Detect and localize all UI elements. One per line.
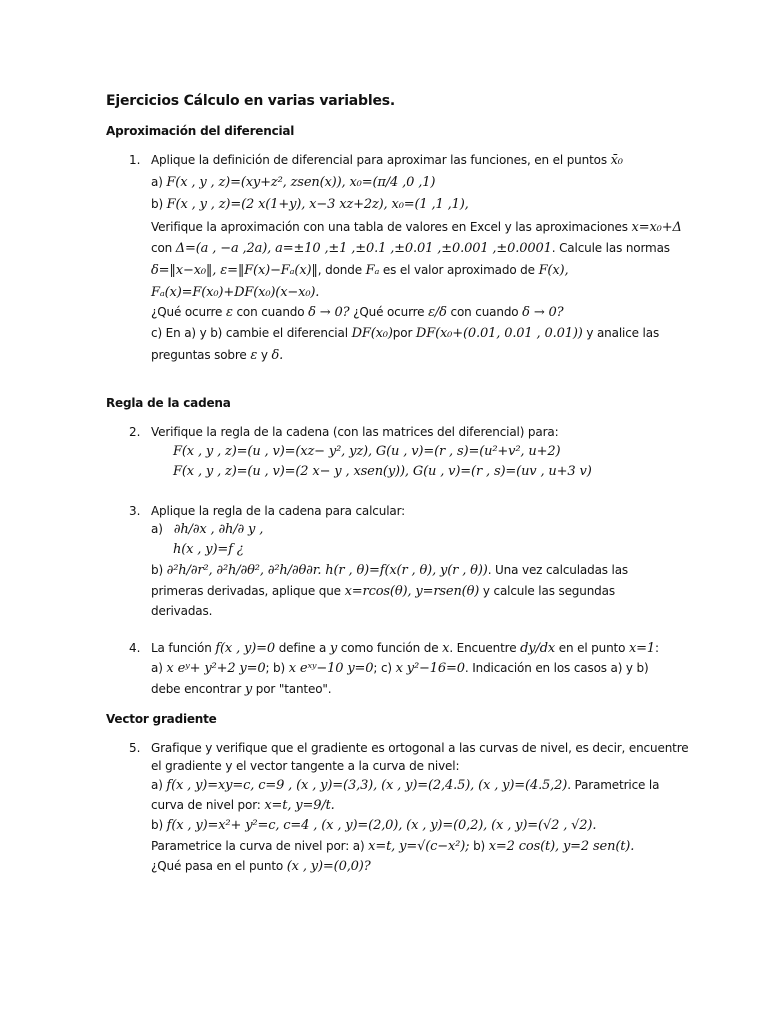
ex4-text: define a bbox=[278, 641, 327, 655]
ex5-text: b) bbox=[151, 818, 167, 832]
ex1-text: con cuando bbox=[450, 305, 519, 319]
ex1-math: F(x , y , z)=(2 x(1+y), x−3 xz+2z), x₀=(1 ,1 ,1), bbox=[166, 197, 469, 212]
exercise-number-2: 2. bbox=[129, 425, 141, 439]
exercise-number-3: 3. bbox=[129, 504, 141, 518]
ex4-text: . Encuentre bbox=[449, 641, 517, 655]
ex5-math: f(x , y)=x²+ y²=c, c=4 , (x , y)=(2,0), (x , y)=(0,2), (x , y)=(√2 , √2). bbox=[166, 818, 597, 833]
ex4-text: en el punto bbox=[558, 641, 626, 655]
ex1-math: x=x₀+Δ bbox=[631, 220, 682, 235]
ex4-line-1 bbox=[151, 641, 659, 656]
ex4-text: La función bbox=[151, 641, 212, 655]
ex4-text: ; c) bbox=[373, 661, 392, 675]
ex1-math: Fₐ bbox=[365, 263, 380, 278]
ex1-line-4 bbox=[151, 220, 682, 235]
ex5-line-2: el gradiente y el vector tangente a la curva de nivel: bbox=[151, 759, 460, 773]
ex4-math: f(x , y)=0 bbox=[215, 641, 276, 656]
ex3-math: x=rcos(θ), y=rsen(θ) bbox=[344, 584, 480, 599]
ex4-math: y bbox=[244, 682, 253, 697]
ex1-text: y bbox=[260, 348, 268, 362]
ex3-math: ∂²h/∂r², ∂²h/∂θ², ∂²h/∂θ∂r bbox=[166, 563, 318, 578]
ex5-math: x=t, y=9/t. bbox=[264, 798, 335, 813]
ex1-text: b) bbox=[151, 197, 167, 211]
ex1-math: F(x), bbox=[538, 263, 569, 278]
ex2-math: F(x , y , z)=(u , v)=(2 x− y , xsen(y)), G(u , v)=(r , s)=(uv , u+3 v) bbox=[173, 464, 592, 479]
ex1-math: Δ=(a , −a ,2a), a=±10 ,±1 ,±0.1 ,±0.01 ,±0.001 ,±0.0001 bbox=[175, 241, 552, 256]
ex1-line-8 bbox=[151, 305, 563, 320]
ex1-line-10 bbox=[151, 348, 283, 363]
ex1-text: . Calcule las normas bbox=[551, 241, 670, 255]
section-heading-vector-gradiente: Vector gradiente bbox=[106, 712, 217, 726]
ex1-math: DF(x₀) bbox=[351, 326, 393, 341]
exercise-number-5: 5. bbox=[129, 741, 141, 755]
ex4-math: y bbox=[329, 641, 338, 656]
ex1-text: y analice las bbox=[586, 326, 660, 340]
ex5-math: x=t, y=√(c−x²); bbox=[368, 839, 470, 854]
section-heading-regla-cadena: Regla de la cadena bbox=[106, 396, 231, 410]
ex1-math: ε bbox=[250, 348, 258, 363]
ex1-text: preguntas sobre bbox=[151, 348, 247, 362]
ex1-math: x̄₀ bbox=[610, 153, 623, 168]
ex1-line-1 bbox=[151, 153, 623, 168]
ex3-math: . h(r , θ)=f(x(r , θ), y(r , θ)) bbox=[317, 563, 488, 578]
ex3-line-3 bbox=[173, 542, 244, 557]
ex1-line-6 bbox=[151, 263, 568, 278]
ex2-line-3 bbox=[173, 464, 592, 479]
ex1-text: c) En a) y b) cambie el diferencial bbox=[151, 326, 348, 340]
ex4-math: dy/dx bbox=[520, 641, 556, 656]
ex1-math: δ → 0? bbox=[308, 305, 350, 320]
ex1-math: DF(x₀+(0.01, 0.01 , 0.01)) bbox=[415, 326, 583, 341]
ex1-line-2 bbox=[151, 175, 435, 190]
ex5-text: . Parametrice la bbox=[567, 778, 660, 792]
ex1-math: δ. bbox=[271, 348, 284, 363]
ex3-text: y calcule las segundas bbox=[482, 584, 615, 598]
ex4-text: a) bbox=[151, 661, 163, 675]
ex4-text: como función de bbox=[340, 641, 439, 655]
ex4-math: x=1 bbox=[628, 641, 656, 656]
ex5-line-5 bbox=[151, 818, 596, 833]
ex3-line-5 bbox=[151, 584, 615, 599]
ex1-text: con bbox=[151, 241, 176, 255]
ex4-math: x y²−16=0 bbox=[395, 661, 465, 676]
ex5-line-3 bbox=[151, 778, 659, 793]
ex5-math: (x , y)=(0,0)? bbox=[286, 859, 371, 874]
ex4-text: por "tanteo". bbox=[255, 682, 332, 696]
ex3-text: primeras derivadas, aplique que bbox=[151, 584, 341, 598]
ex1-text: ¿Qué ocurre bbox=[151, 305, 223, 319]
ex1-math: Fₐ(x)=F(x₀)+DF(x₀)(x−x₀). bbox=[151, 285, 320, 300]
ex3-text: . Una vez calculadas las bbox=[487, 563, 629, 577]
ex1-math: δ=‖x−x₀‖, ε=‖F(x)−Fₐ(x)‖ bbox=[151, 263, 318, 278]
ex3-math: h(x , y)=f ¿ bbox=[173, 542, 244, 557]
ex3-text: b) bbox=[151, 563, 167, 577]
ex4-line-2 bbox=[151, 661, 649, 676]
ex5-text: b) bbox=[473, 839, 486, 853]
ex5-text: curva de nivel por: bbox=[151, 798, 265, 812]
ex4-math: x bbox=[442, 641, 450, 656]
ex4-line-3 bbox=[151, 682, 331, 697]
ex1-text: a) bbox=[151, 175, 167, 189]
ex1-text: Aplique la definición de diferencial para aproximar las funciones, en el puntos bbox=[151, 153, 607, 167]
ex1-line-7 bbox=[151, 285, 319, 300]
ex1-text: ¿Qué ocurre bbox=[353, 305, 425, 319]
ex1-math: δ → 0? bbox=[522, 305, 564, 320]
ex1-text: por bbox=[392, 326, 413, 340]
ex1-text: es el valor aproximado de bbox=[382, 263, 535, 277]
ex4-math: x eˣʸ−10 y=0 bbox=[288, 661, 374, 676]
ex5-math: f(x , y)=xy=c, c=9 , (x , y)=(3,3), (x , y)=(2,4.5), (x , y)=(4.5,2) bbox=[166, 778, 568, 793]
ex3-line-1: Aplique la regla de la cadena para calcular: bbox=[151, 504, 406, 518]
ex3-line-2 bbox=[151, 522, 263, 537]
ex5-line-6 bbox=[151, 839, 634, 854]
ex5-line-1: Grafique y verifique que el gradiente es ortogonal a las curvas de nivel, es decir, encuentre bbox=[151, 741, 689, 755]
ex1-text: con cuando bbox=[236, 305, 305, 319]
ex3-text: a) bbox=[151, 522, 163, 536]
ex5-text: ¿Qué pasa en el punto bbox=[151, 859, 284, 873]
ex4-text: : bbox=[655, 641, 659, 655]
ex4-math: x eʸ+ y²+2 y=0 bbox=[166, 661, 266, 676]
ex3-math: ∂h/∂x , ∂h/∂ y , bbox=[173, 522, 264, 537]
section-heading-aproximacion: Aproximación del diferencial bbox=[106, 124, 295, 138]
ex4-text: debe encontrar bbox=[151, 682, 242, 696]
ex5-line-7 bbox=[151, 859, 371, 874]
ex2-line-2 bbox=[173, 444, 560, 459]
ex3-line-6: derivadas. bbox=[151, 604, 213, 618]
ex1-line-5 bbox=[151, 241, 670, 256]
ex2-math: F(x , y , z)=(u , v)=(xz− y², yz), G(u , v)=(r , s)=(u²+v², u+2) bbox=[173, 444, 561, 459]
ex4-text: ; b) bbox=[265, 661, 286, 675]
ex5-text: a) bbox=[151, 778, 167, 792]
ex5-text: Parametrice la curva de nivel por: a) bbox=[151, 839, 365, 853]
ex1-math: ε/δ bbox=[428, 305, 447, 320]
page-title: Ejercicios Cálculo en varias variables. bbox=[106, 93, 396, 109]
ex1-math: ε bbox=[225, 305, 233, 320]
ex2-line-1: Verifique la regla de la cadena (con las matrices del diferencial) para: bbox=[151, 425, 559, 439]
ex1-text: , donde bbox=[317, 263, 362, 277]
ex1-text: Verifique la aproximación con una tabla de valores en Excel y las aproximaciones bbox=[151, 220, 628, 234]
ex5-line-4 bbox=[151, 798, 335, 813]
exercise-number-1: 1. bbox=[129, 153, 141, 167]
ex1-math: F(x , y , z)=(xy+z², zsen(x)), x₀=(π/4 ,0 ,1) bbox=[166, 175, 436, 190]
ex4-text: . Indicación en los casos a) y b) bbox=[464, 661, 649, 675]
ex1-line-9 bbox=[151, 326, 659, 341]
exercise-number-4: 4. bbox=[129, 641, 141, 655]
ex5-math: x=2 cos(t), y=2 sen(t). bbox=[488, 839, 635, 854]
ex3-line-4 bbox=[151, 563, 628, 578]
ex1-line-3 bbox=[151, 197, 469, 212]
